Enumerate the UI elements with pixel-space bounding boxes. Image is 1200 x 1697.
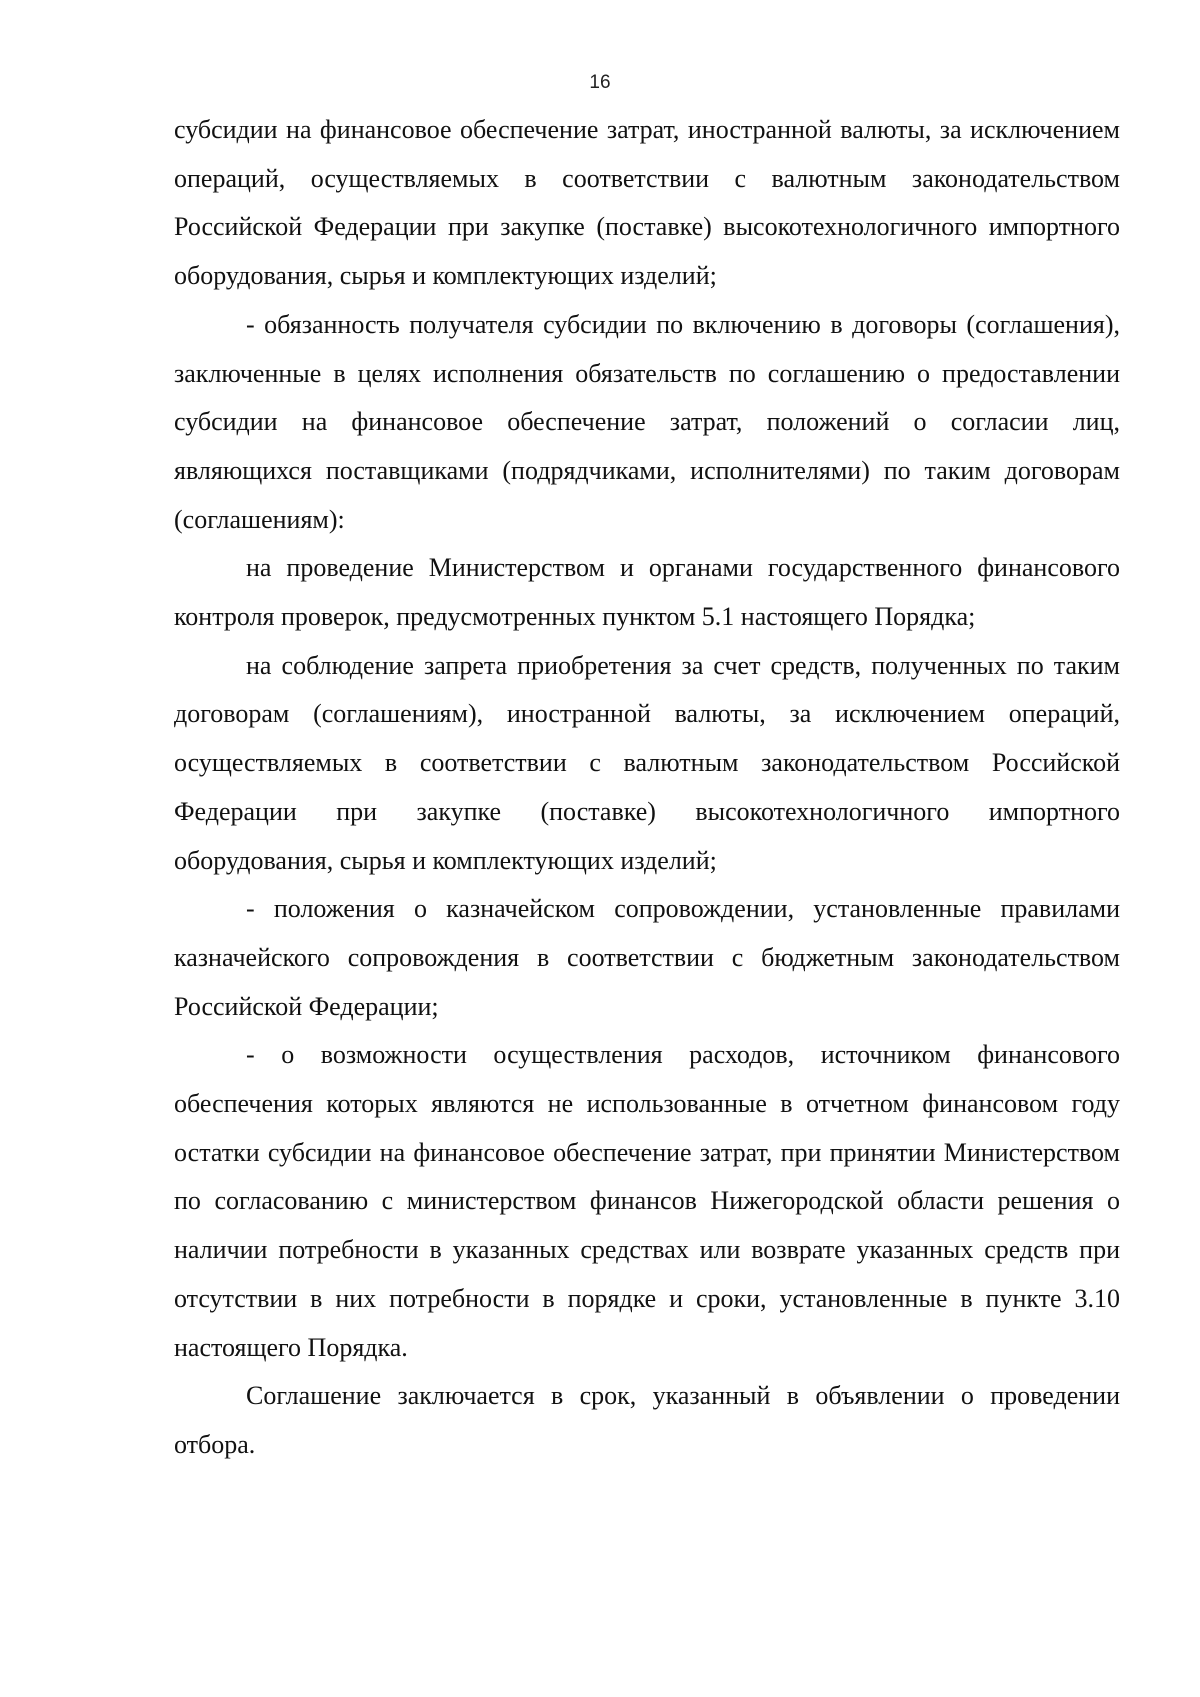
paragraph-obligation-contracts: - обязанность получателя субсидии по включению в договоры (соглашения), заключенные в целях исполнения обязательств по соглашению о предоставлении субсидии на финансовое обеспечение затрат, положений о согласии лиц, являющихся поставщиками (подрядчиками, исполнителями) по таким договорам (соглашениям): xyxy=(174,309,1120,534)
paragraph-currency-ban: на соблюдение запрета приобретения за счет средств, полученных по таким договорам (соглашениям), иностранной валюты, за исключением операций, осуществляемых в соответствии с валютным законодательством Российской Федерации при закупке (поставке) высокотехнологичного импортного оборудования, сырья и комплектующих изделий; xyxy=(174,650,1120,875)
paragraph-continuation: субсидии на финансовое обеспечение затрат, иностранной валюты, за исключением операций, осуществляемых в соответствии с валютным законодательством Российской Федерации при закупке (поставке) высокотехнологичного импортного оборудования, сырья и комплектующих изделий; xyxy=(174,115,1120,291)
paragraph-treasury-support: - положения о казначейском сопровождении, установленные правилами казначейского сопровождения в соответствии с бюджетным законодательством Российской Федерации; xyxy=(174,894,1120,1021)
paragraph-unused-balances: - о возможности осуществления расходов, источником финансового обеспечения которых являются не использованные в отчетном финансовом году остатки субсидии на финансовое обеспечение затрат, при принятии Министерством по согласованию с министерством финансов Нижегородской области решения о наличии потребности в указанных средствах или возврате указанных средств при отсутствии в них потребности в порядке и сроки, установленные в пункте 3.10 настоящего Порядка. xyxy=(174,1040,1120,1362)
page-number: 16 xyxy=(589,72,611,93)
document-body xyxy=(174,106,1120,1470)
paragraph-agreement-deadline: Соглашение заключается в срок, указанный в объявлении о проведении отбора. xyxy=(174,1381,1120,1459)
paragraph-inspections: на проведение Министерством и органами государственного финансового контроля проверок, предусмотренных пунктом 5.1 настоящего Порядка; xyxy=(174,553,1120,632)
